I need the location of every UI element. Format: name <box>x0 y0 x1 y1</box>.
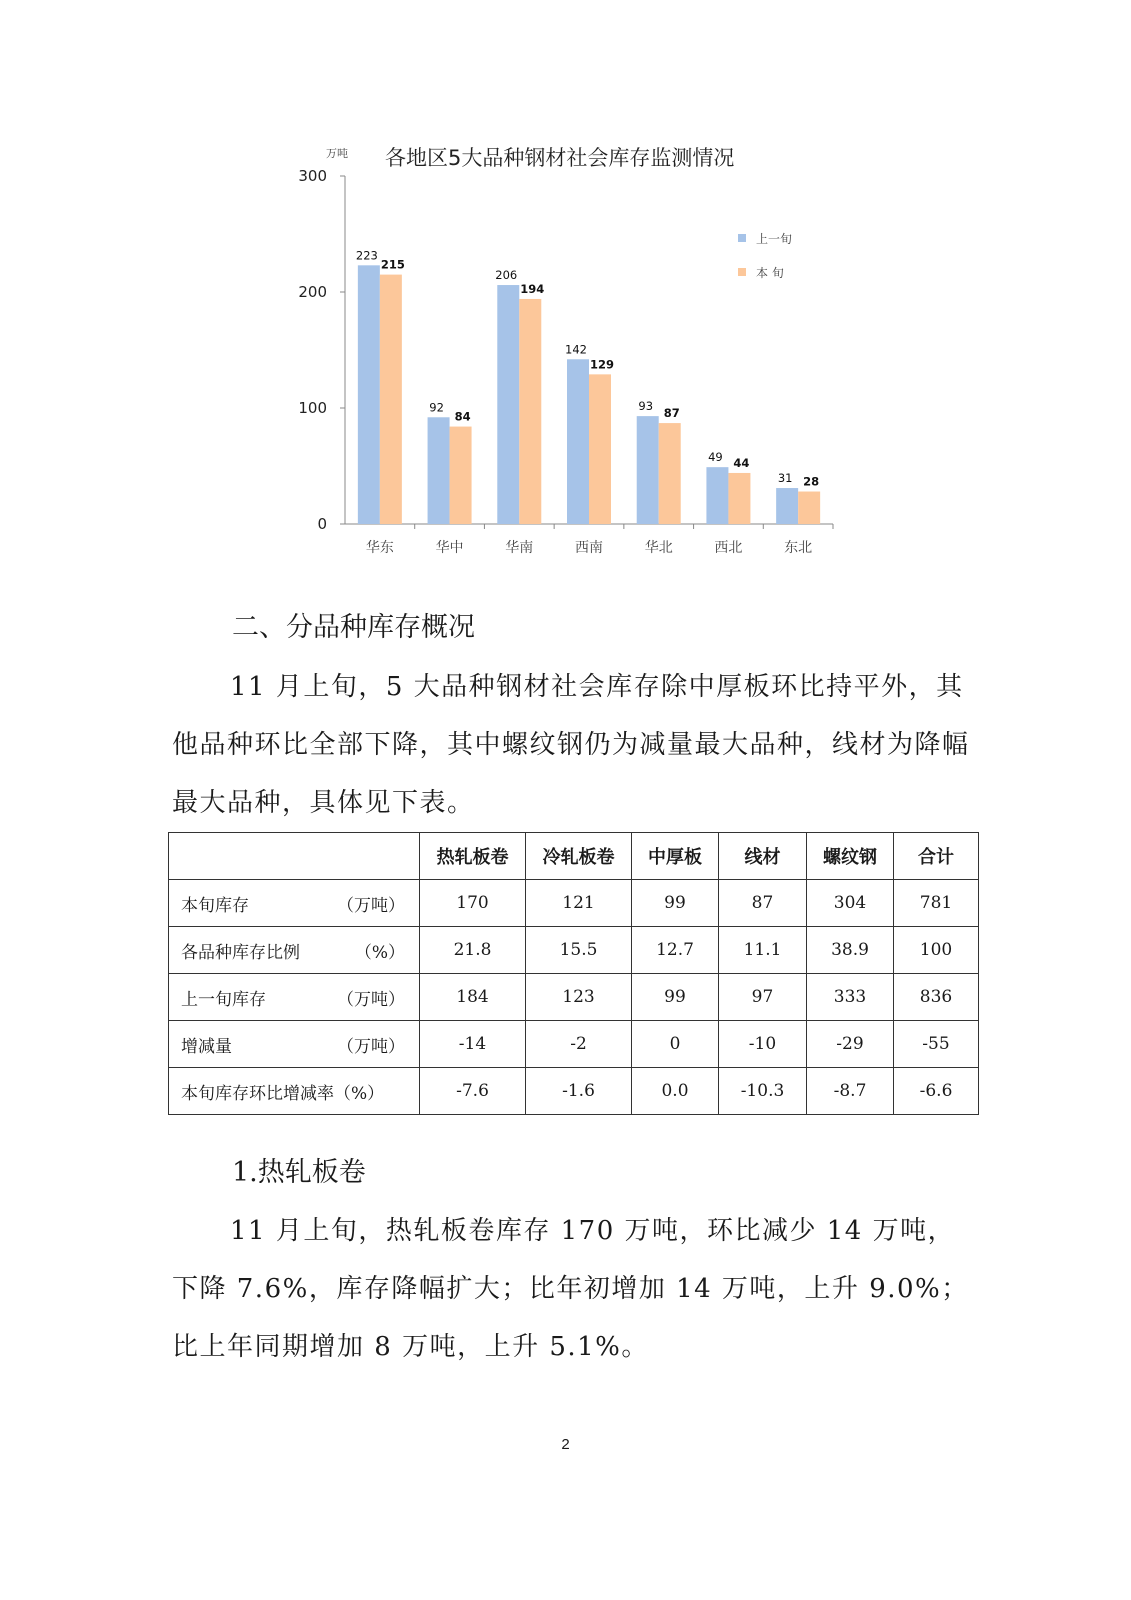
hot-rolled-paragraph <box>172 1202 972 1376</box>
hot-rolled-text: 11 月上旬，热轧板卷库存 170 万吨，环比减少 14 万吨，下降 7.6%，库存降幅扩大；比年初增加 14 万吨，上升 9.0%；比上年同期增加 8 万吨，上升 5.1%。 <box>172 1216 969 1362</box>
table-cell: 781 <box>894 880 979 927</box>
bar-previous <box>706 467 728 524</box>
table-cell: -1.6 <box>526 1068 632 1115</box>
header-cell: 线材 <box>719 833 807 880</box>
table-cell: 99 <box>632 974 719 1021</box>
table-cell: 87 <box>719 880 807 927</box>
subsection-heading: 1.热轧板卷 <box>232 1157 366 1188</box>
table-row <box>169 1068 979 1115</box>
table-cell: 12.7 <box>632 927 719 974</box>
bar-previous <box>497 285 519 524</box>
bar-current <box>519 299 541 524</box>
x-tick-label: 西北 <box>714 540 743 556</box>
table-cell: 15.5 <box>526 927 632 974</box>
row-unit: （万吨） <box>337 895 405 916</box>
bar-previous <box>428 417 450 524</box>
inventory-bar-chart <box>290 135 850 575</box>
table-cell: -14 <box>420 1021 526 1068</box>
table-cell: 333 <box>807 974 894 1021</box>
table-header-row <box>169 833 979 880</box>
table-cell: 100 <box>894 927 979 974</box>
table-cell: -6.6 <box>894 1068 979 1115</box>
table-row <box>169 927 979 974</box>
chart-title: 各地区5大品种钢材社会库存监测情况 <box>385 146 735 170</box>
table-cell: 21.8 <box>420 927 526 974</box>
table-cell: 304 <box>807 880 894 927</box>
legend-swatch <box>738 268 746 276</box>
intro-paragraph <box>172 658 972 832</box>
bar-current <box>380 275 402 524</box>
table-cell: 99 <box>632 880 719 927</box>
table-cell: -2 <box>526 1021 632 1068</box>
table-cell: 0 <box>632 1021 719 1068</box>
bar-current <box>659 423 681 524</box>
row-label: 增减量 <box>181 1036 232 1057</box>
data-label: 87 <box>663 406 680 421</box>
table-cell: -10 <box>719 1021 807 1068</box>
row-label-cell <box>169 927 420 974</box>
table-cell: 184 <box>420 974 526 1021</box>
table-row <box>169 1021 979 1068</box>
header-cell: 中厚板 <box>632 833 719 880</box>
data-label: 206 <box>495 268 518 283</box>
inventory-table <box>168 832 979 1115</box>
bar-previous <box>567 359 589 524</box>
y-tick-label: 300 <box>298 167 327 185</box>
header-cell: 热轧板卷 <box>420 833 526 880</box>
data-label: 194 <box>520 281 545 296</box>
intro-text: 11 月上旬，5 大品种钢材社会库存除中厚板环比持平外，其他品种环比全部下降，其中螺纹钢仍为减量最大品种，线材为降幅最大品种，具体见下表。 <box>172 672 970 818</box>
table-cell: -55 <box>894 1021 979 1068</box>
x-tick-label: 华北 <box>644 540 673 556</box>
y-tick-label: 200 <box>298 283 327 301</box>
table-cell: -8.7 <box>807 1068 894 1115</box>
row-unit: （万吨） <box>337 989 405 1010</box>
table-cell: 121 <box>526 880 632 927</box>
legend-swatch <box>738 234 746 242</box>
table-cell: 170 <box>420 880 526 927</box>
page-number: 2 <box>561 1436 570 1453</box>
x-tick-label: 华东 <box>365 540 394 556</box>
header-cell: 冷轧板卷 <box>526 833 632 880</box>
header-cell: 螺纹钢 <box>807 833 894 880</box>
bar-current <box>450 427 472 524</box>
legend-label: 本 旬 <box>756 266 784 280</box>
y-tick-label: 0 <box>317 515 327 533</box>
data-label: 93 <box>638 399 654 414</box>
data-label: 129 <box>589 357 615 372</box>
row-label: 各品种库存比例 <box>181 942 300 963</box>
unit-label: 万吨 <box>326 147 348 160</box>
bar-current <box>589 374 611 524</box>
table-cell: -29 <box>807 1021 894 1068</box>
row-label-cell <box>169 974 420 1021</box>
table-cell: 38.9 <box>807 927 894 974</box>
bar-previous <box>358 265 380 524</box>
chart-bars <box>356 248 820 524</box>
bar-current <box>798 492 820 524</box>
table-cell: 123 <box>526 974 632 1021</box>
x-tick-label: 东北 <box>784 540 813 556</box>
bar-current <box>728 473 750 524</box>
bar-previous <box>637 416 659 524</box>
data-label: 92 <box>429 400 444 415</box>
y-tick-label: 100 <box>298 399 327 417</box>
table-cell: 836 <box>894 974 979 1021</box>
data-label: 142 <box>565 342 587 357</box>
row-label: 本旬库存环比增减率（%） <box>181 1083 385 1104</box>
row-label-cell <box>169 880 420 927</box>
row-label-cell <box>169 1021 420 1068</box>
legend-label: 上一旬 <box>756 232 793 246</box>
data-label: 28 <box>803 474 820 489</box>
chart-legend <box>738 231 792 280</box>
data-label: 223 <box>355 248 378 263</box>
section-heading: 二、分品种库存概况 <box>232 612 475 643</box>
table-cell: 0.0 <box>632 1068 719 1115</box>
x-tick-label: 华南 <box>505 540 534 556</box>
data-label: 215 <box>380 257 405 272</box>
data-label: 31 <box>777 471 793 486</box>
row-unit: （%） <box>354 942 405 963</box>
row-unit: （万吨） <box>337 1036 405 1057</box>
table-cell: 97 <box>719 974 807 1021</box>
table-cell: -7.6 <box>420 1068 526 1115</box>
table-cell: -10.3 <box>719 1068 807 1115</box>
x-tick-label: 华中 <box>435 540 464 556</box>
table-row <box>169 880 979 927</box>
table-cell: 11.1 <box>719 927 807 974</box>
bar-previous <box>776 488 798 524</box>
x-tick-label: 西南 <box>575 540 603 556</box>
header-blank <box>169 833 420 880</box>
data-label: 44 <box>733 455 750 470</box>
row-label-cell <box>169 1068 420 1115</box>
table-row <box>169 974 979 1021</box>
data-label: 49 <box>708 450 723 465</box>
row-label: 上一旬库存 <box>181 989 266 1010</box>
row-label: 本旬库存 <box>181 895 249 916</box>
data-label: 84 <box>454 409 471 424</box>
header-cell: 合计 <box>894 833 979 880</box>
